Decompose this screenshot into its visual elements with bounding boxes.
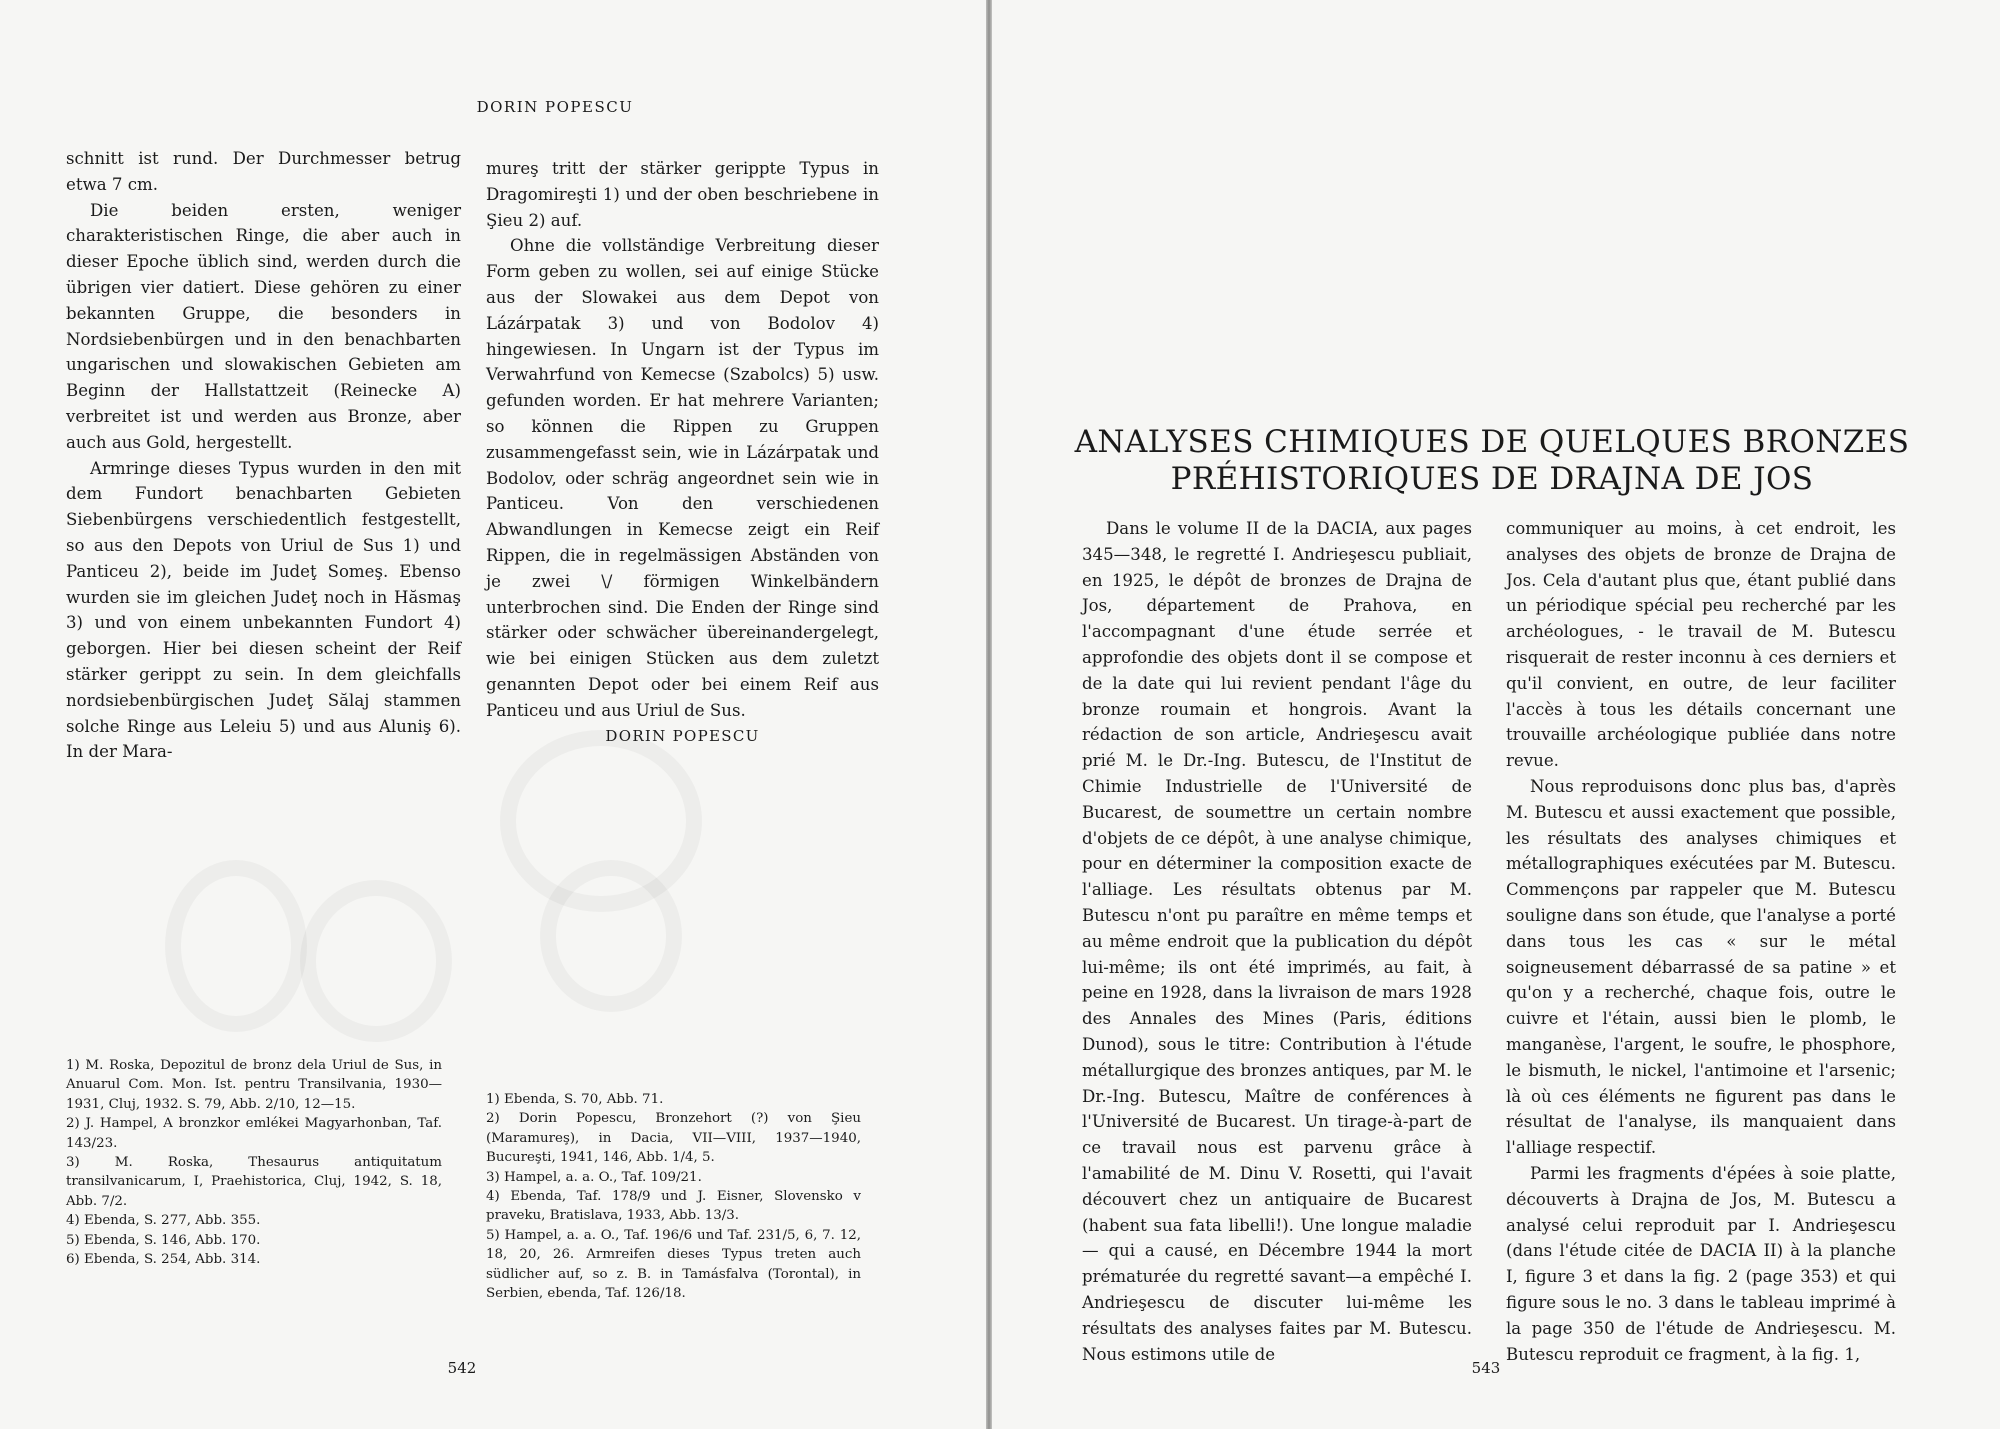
title-line-2: PRÉHISTORIQUES DE DRAJNA DE JOS: [1170, 461, 1814, 497]
right-column-2: [1506, 516, 1896, 1367]
show-through-ring: [540, 860, 682, 1012]
footnotes-column-2: [486, 1090, 861, 1303]
left-column-1: [66, 146, 461, 765]
page-number: 543: [1471, 1359, 1501, 1377]
footnote: 3) M. Roska, Thesaurus antiquitatum transilvanicarum, I, Praehistorica, Cluj, 1942, S. 18, Abb. 7/2.: [66, 1155, 442, 1209]
footnote: 6) Ebenda, S. 254, Abb. 314.: [66, 1252, 261, 1268]
paragraph: Die beiden ersten, weniger charakteristischen Ringe, die aber auch in dieser Epoche üblich sind, werden durch die übrigen vier datiert. Diese gehören zu einer bekannten Gruppe, die besonders in Nordsiebenbürgen und in den benachbarten ungarischen und slowakischen Gebieten am Beginn der Hallstattzeit (Reinecke A) verbreitet ist und werden aus Bronze, aber auch aus Gold, hergestellt.: [66, 200, 461, 452]
show-through-ring: [300, 880, 452, 1042]
footnotes-column-1: [66, 1056, 442, 1269]
footnote: 1) M. Roska, Depozitul de bronz dela Uriul de Sus, in Anuarul Com. Mon. Ist. pentru Transilvania, 1930—1931, Cluj, 1932. S. 79, Abb. 2/10, 12—15.: [66, 1058, 442, 1112]
footnote: 4) Ebenda, S. 277, Abb. 355.: [66, 1213, 261, 1229]
paragraph: Parmi les fragments d'épées à soie platte, découverts à Drajna de Jos, M. Butescu a analysé celui reproduit par I. Andrieşescu (dans l'étude citée de DACIA II) à la planche I, figure 3 et dans la fig. 2 (page 353) et qui figure sous le no. 3 dans le tableau imprimé à la page 350 de l'étude de Andrieşescu. M. Butescu reproduit ce fragment, à la fig. 1,: [1506, 1163, 1896, 1364]
paragraph: Ohne die vollständige Verbreitung dieser Form geben zu wollen, sei auf einige Stücke aus der Slowakei aus dem Depot von Lázárpatak 3) und von Bodolov 4) hingewiesen. In Ungarn ist der Typus im Verwahrfund von Kemecse (Szabolcs) 5) usw. gefunden worden. Er hat mehrere Varianten; so können die Rippen zu Gruppen zusammengefasst sein, wie in Lázárpatak und Bodolov, oder schräg angeordnet sein wie in Panticeu. Von den verschiedenen Abwandlungen in Kemecse zeigt ein Reif Rippen, die in regelmässigen Abständen von je zwei \/ förmigen Winkelbändern unterbrochen sind. Die Enden der Ringe sind stärker oder schwächer übereinandergelegt, wie bei einigen Stücken aus dem zuletzt genannten Depot oder bei einem Reif aus Panticeu und aus Uriul de Sus.: [486, 236, 879, 720]
title-line-1: ANALYSES CHIMIQUES DE QUELQUES BRONZES: [1074, 424, 1910, 460]
paragraph: communiquer au moins, à cet endroit, les analyses des objets de bronze de Drajna de Jos. Cela d'autant plus que, étant publié dans un périodique spécial peu recherché par les archéologues, - le travail de M. Butescu risquerait de rester inconnu à ces derniers et qu'il convient, en outre, de leur faciliter l'accès à tous les détails concernant une trouvaille archéologique publiée dans notre revue.: [1506, 519, 1896, 771]
paragraph: Dans le volume II de la DACIA, aux pages 345—348, le regretté I. Andrieşescu publiait, en 1925, le dépôt de bronzes de Drajna de Jos, département de Prahova, en l'accompagnant d'une étude serrée et approfondie des objets dont il se compose et de la date qui lui revient pendant l'âge du bronze roumain et hongrois. Avant la rédaction de son article, Andrieşescu avait prié M. le Dr.-Ing. Butescu, de l'Institut de Chimie Industrielle de l'Université de Bucarest, de soumettre un certain nombre d'objets de ce dépôt, à une analyse chimique, pour en déterminer la composition exacte de l'alliage. Les résultats obtenus par M. Butescu n'ont pu paraître en même temps et au même endroit que la publication du dépôt lui-même; ils ont été imprimés, au fait, à peine en 1928, dans la livraison de mars 1928 des Annales des Mines (Paris, éditions Dunod), sous le titre: Contribution à l'étude métallurgique des bronzes antiques, par M. le Dr.-Ing. Butescu, Maître de conférences à l'Université de Bucarest. Un tirage-à-part de ce travail nous est parvenu grâce à l'amabilité de M. Dinu V. Rosetti, qui l'avait découvert chez un antiquaire de Bucarest (habent sua fata libelli!). Une longue maladie — qui a causé, en Décembre 1944 la mort prématurée du regretté savant—a empêché I. Andrieşescu de discuter lui-même les résultats des analyses faites par M. Butescu. Nous estimons utile de: [1082, 519, 1472, 1364]
footnote: 2) Dorin Popescu, Bronzehort (?) von Şieu (Maramureş), in Dacia, VII—VIII, 1937—1940, Bucureşti, 1941, 146, Abb. 1/4, 5.: [486, 1111, 861, 1166]
paragraph: mureş tritt der stärker gerippte Typus in Dragomireşti 1) und der oben beschriebene in Şieu 2) auf.: [486, 159, 879, 230]
right-column-1: [1082, 516, 1472, 1367]
running-head: DORIN POPESCU: [476, 98, 634, 116]
footnote: 5) Hampel, a. a. O., Taf. 196/6 und Taf. 231/5, 6, 7. 12, 18, 20, 26. Armreifen dieses Typus treten auch südlicher auf, so z. B. in Tamásfalva (Torontal), in Serbien, ebenda, Taf. 126/18.: [486, 1227, 861, 1302]
paragraph: Armringe dieses Typus wurden in den mit dem Fundort benachbarten Gebieten Siebenbürgens verschiedentlich festgestellt, so aus den Depots von Uriul de Sus 1) und Panticeu 2), beide im Judeţ Someş. Ebenso wurden sie im gleichen Judeţ noch in Hăsmaş 3) und von einem unbekannten Fundort 4) geborgen. Hier bei diesen scheint der Reif stärker gerippt zu sein. In dem gleichfalls nordsiebenbürgischen Judeţ Sălaj stammen solche Ringe aus Leleiu 5) und aus Aluniş 6). In der Mara-: [66, 458, 461, 762]
paragraph: Nous reproduisons donc plus bas, d'après M. Butescu et aussi exactement que possible, les résultats des analyses chimiques et métallographiques exécutées par M. Butescu. Commençons par rappeler que M. Butescu souligne dans son étude, que l'analyse a porté dans tous les cas « sur le métal soigneusement débarrassé de sa patine » et qu'on y a recherché, chaque fois, outre le cuivre et l'étain, aussi bien le plomb, le manganèse, l'argent, le soufre, le phosphore, le bismuth, le nickel, l'antimoine et l'arsenic; là où ces éléments ne figurent pas dans le résultat de l'analyse, ils manquaient dans l'alliage respectif.: [1506, 776, 1896, 1158]
footnote: 2) J. Hampel, A bronzkor emlékei Magyarhonban, Taf. 143/23.: [66, 1116, 442, 1151]
footnote: 4) Ebenda, Taf. 178/9 und J. Eisner, Slovensko v praveku, Bratislava, 1933, Abb. 13/3.: [486, 1189, 861, 1224]
right-page: [992, 0, 2000, 1429]
paragraph: schnitt ist rund. Der Durchmesser betrug etwa 7 cm.: [66, 149, 461, 194]
author-signature: DORIN POPESCU: [605, 726, 760, 745]
footnote: 3) Hampel, a. a. O., Taf. 109/21.: [486, 1169, 702, 1185]
left-page: [0, 0, 986, 1429]
page-number: 542: [447, 1359, 477, 1377]
show-through-ring: [165, 860, 307, 1032]
left-column-2: [486, 156, 879, 749]
article-title: [1052, 424, 1932, 498]
footnote: 5) Ebenda, S. 146, Abb. 170.: [66, 1232, 261, 1248]
footnote: 1) Ebenda, S. 70, Abb. 71.: [486, 1092, 664, 1107]
